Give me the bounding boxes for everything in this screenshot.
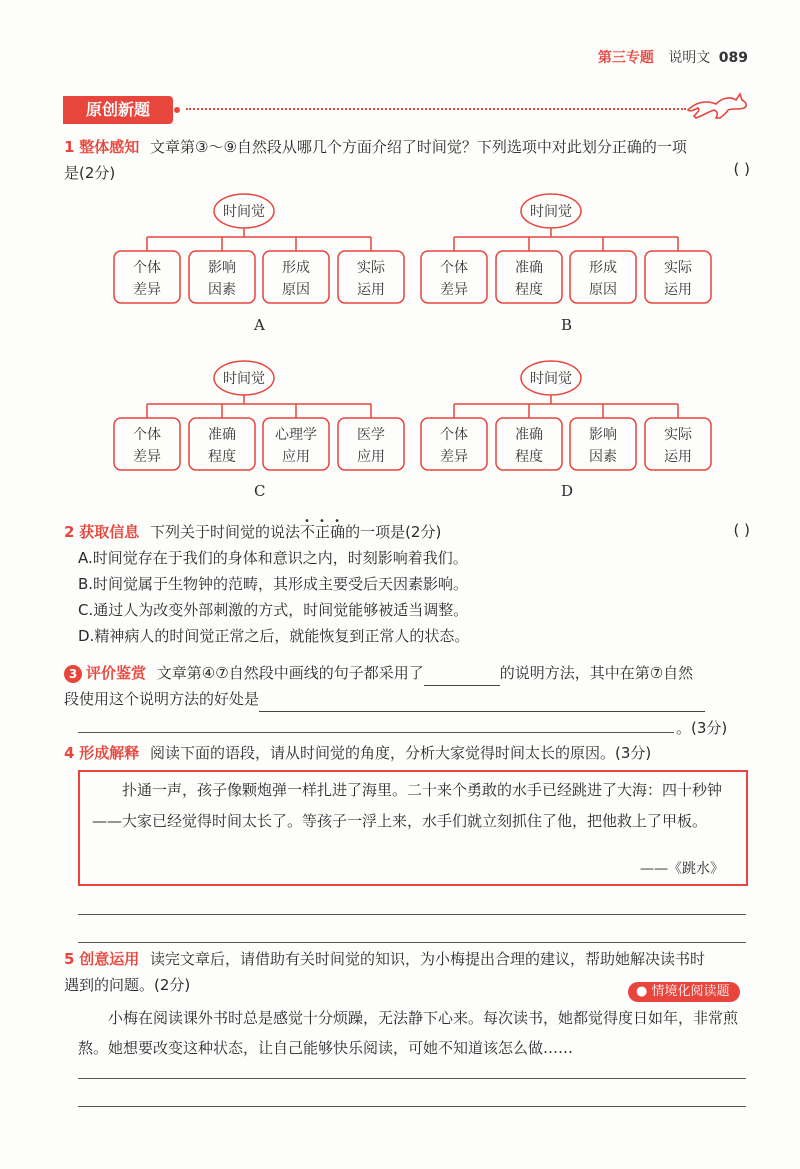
tree-node-label: 实际 [357,260,385,276]
tree-diagram [114,361,404,470]
scenario-passage: 小梅在阅读课外书时总是感觉十分烦躁，无法静下心来。每次读书，她都觉得度日如年，非常煎熬。她想要改变这种状态，让自己能够快乐阅读，可她不知道该怎么做…… [78,1009,739,1057]
emphasis-char: 正 [315,523,331,541]
scenario-tag-label: 情境化阅读题 [651,984,730,999]
tree-node-label: 形成 [282,260,310,276]
tree-root-label: 时间觉 [223,371,265,387]
question-number: 2 [64,523,75,541]
tree-node-label: 个体 [133,260,161,276]
question-text: 读完文章后，请借助有关时间觉的知识，为小梅提出合理的建议，帮助她解决读书时 [150,950,706,968]
tree-node-label: 准确 [208,427,236,443]
answer-paren[interactable]: ( ) [733,521,750,539]
question-text-cont: 是(2分) [64,164,116,182]
tree-node-label: 运用 [664,282,692,298]
question-text: 文章第④⑦自然段中画线的句子都采用了 [156,664,424,682]
question-text-cont: 遇到的问题。(2分) [64,976,191,994]
diagram-label-c: C [254,482,266,500]
answer-line[interactable] [78,942,746,943]
section-title: 原创新题 [63,96,173,124]
tree-node-label: 应用 [357,449,385,465]
tree-node-label: 实际 [664,427,692,443]
tree-node-label: 差异 [133,449,161,465]
tree-node-label: 个体 [133,427,161,443]
question-text: 下列关于时间觉的说法 [150,523,301,541]
tree-root-label: 时间觉 [530,204,572,220]
tree-node-label: 运用 [357,282,385,298]
diagram-label-b: B [561,316,573,334]
question-number: 1 [64,138,75,156]
emphasis-char: 确 [330,523,346,541]
question-tag: 创意运用 [79,950,140,968]
chapter-title: 第三专题 [597,50,654,66]
question-tag: 整体感知 [79,138,140,156]
tree-node-label: 医学 [357,427,385,443]
tree-node-label: 个体 [440,260,468,276]
question-tag: 获取信息 [79,523,140,541]
answer-blank-method[interactable] [424,665,500,686]
question-text: 阅读下面的语段，请从时间觉的角度，分析大家觉得时间太长的原因。(3分) [150,744,652,762]
quote-passage: 扑通一声，孩子像颗炮弹一样扎进了海里。二十来个勇敢的水手已经跳进了大海：四十秒钟——大家已经觉得时间太长了。等孩子一浮上来，水手们就立刻抓住了他，把他救上了甲板。 [92,781,723,830]
subject-label: 说明文 [668,50,711,66]
question-3-tail: 。(3分) [676,719,728,737]
tree-diagram [114,194,404,303]
tree-node-label: 实际 [664,260,692,276]
tree-node-label: 原因 [589,282,617,298]
tree-node-label: 形成 [589,260,617,276]
scenario-tag: ● 情境化阅读题 [628,982,740,1002]
option-b[interactable]: B.时间觉属于生物钟的范畴，其形成主要受后天因素影响。 [78,575,469,593]
option-diagrams [0,0,800,520]
tree-node-label: 应用 [282,449,310,465]
option-c[interactable]: C.通过人为改变外部刺激的方式，时间觉能够被适当调整。 [78,601,469,619]
question-2 [64,519,754,545]
emphasis-char: 不 [300,523,316,541]
question-tag: 评价鉴赏 [86,664,147,682]
tree-node-label: 差异 [133,282,161,298]
answer-line[interactable] [78,732,674,733]
page-number: 089 [718,50,748,66]
option-d[interactable]: D.精神病人的时间觉正常之后，就能恢复到正常人的状态。 [78,627,470,645]
tree-root-label: 时间觉 [223,204,265,220]
question-tag: 形成解释 [79,744,140,762]
answer-line[interactable] [78,1078,746,1079]
option-a[interactable]: A.时间觉存在于我们的身体和意识之内，时刻影响着我们。 [78,549,468,567]
tree-node-label: 影响 [208,260,236,276]
tree-node-label: 心理学 [275,427,317,443]
tree-node-label: 差异 [440,449,468,465]
question-text-mid: 的说明方法，其中在第⑦自然 [499,664,694,682]
challenge-badge: 3 [64,665,82,683]
tree-node-label: 差异 [440,282,468,298]
answer-paren[interactable]: ( ) [733,160,750,178]
tree-node-label: 因素 [589,449,617,465]
tree-node-label: 准确 [515,427,543,443]
tree-root-label: 时间觉 [530,371,572,387]
tree-node-label: 因素 [208,282,236,298]
answer-line[interactable] [78,914,746,915]
emphasis-text [300,523,345,541]
tree-node-label: 程度 [208,449,236,465]
question-text-tail: 的一项是(2分) [345,523,442,541]
question-3 [64,660,754,712]
tree-diagram [421,194,711,303]
diagram-label-a: A [254,316,265,334]
diagram-label-d: D [561,482,574,500]
tree-node-label: 程度 [515,449,543,465]
tree-node-label: 准确 [515,260,543,276]
answer-blank-benefit[interactable] [259,691,705,712]
tree-node-label: 个体 [440,427,468,443]
question-text: 文章第③～⑨自然段从哪几个方面介绍了时间觉？下列选项中对此划分正确的一项 [150,138,687,156]
answer-line[interactable] [78,1106,746,1107]
question-4 [64,740,754,766]
tree-diagram [421,361,711,470]
question-text-cont: 段使用这个说明方法的好处是 [64,690,260,708]
tree-node-label: 运用 [664,449,692,465]
tree-node-label: 原因 [282,282,310,298]
tree-node-label: 影响 [589,427,617,443]
tree-node-label: 程度 [515,282,543,298]
quote-source: ——《跳水》 [640,861,724,877]
question-number: 4 [64,744,75,762]
question-number: 5 [64,950,75,968]
